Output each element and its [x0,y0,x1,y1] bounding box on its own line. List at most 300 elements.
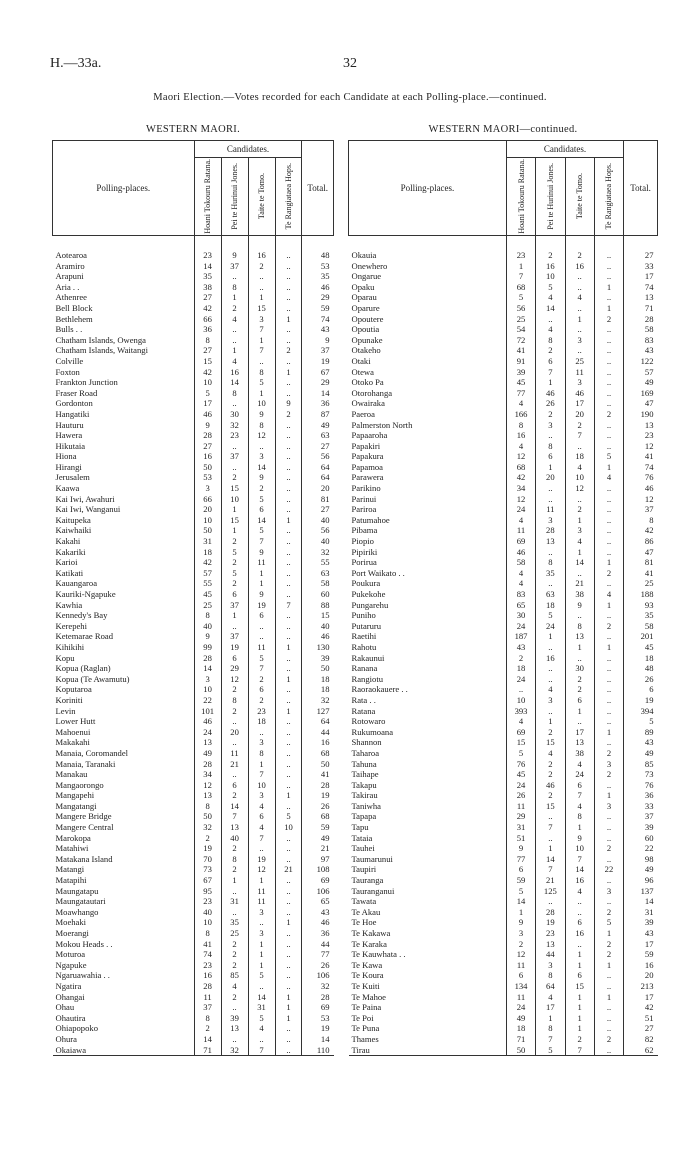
votes-total: 16 [302,737,334,748]
polling-place-name: Kakariki [55,546,86,557]
votes-candidate-2: 15 [221,515,248,526]
votes-total: 58 [624,324,658,335]
votes-candidate-1: 7 [506,271,535,282]
votes-total: 98 [624,854,658,865]
table-row [53,992,334,1003]
table-row [349,748,658,759]
votes-candidate-3: .. [565,716,594,727]
votes-candidate-2: 19 [221,642,248,653]
votes-candidate-2: .. [221,462,248,473]
votes-total: 106 [302,970,334,981]
votes-total: 33 [624,261,658,272]
votes-candidate-1: 4 [506,578,535,589]
votes-candidate-3: 15 [565,981,594,992]
polling-place-name: Kennedy's Bay [55,610,108,621]
polling-place-name: Kaawa [55,483,80,494]
polling-place-name: Parawera [351,472,384,483]
votes-candidate-4: .. [594,706,623,717]
table-row [349,483,658,494]
votes-candidate-1: 31 [194,536,221,547]
votes-candidate-1: 49 [194,748,221,759]
votes-candidate-3: 16 [248,250,275,261]
votes-candidate-3: 5 [248,970,275,981]
votes-candidate-1: 45 [506,377,535,388]
votes-total: 44 [302,727,334,738]
votes-candidate-2: 2 [221,864,248,875]
votes-total: 6 [624,684,658,695]
votes-candidate-2: 15 [221,483,248,494]
votes-candidate-2: .. [536,674,565,685]
votes-candidate-4: 1 [594,642,623,653]
votes-candidate-2: 1 [221,345,248,356]
votes-total: 81 [624,557,658,568]
votes-candidate-4: 2 [594,769,623,780]
polling-place-name: Parinui [351,493,377,504]
votes-total: 9 [302,335,334,346]
votes-candidate-4: .. [275,557,302,568]
votes-candidate-4: .. [594,610,623,621]
table-row [349,377,658,388]
votes-candidate-1: 46 [194,409,221,420]
table-row [53,1002,334,1013]
votes-candidate-1: 8 [194,1013,221,1024]
polling-place-name: Mangaorongo [55,779,104,790]
polling-place-name: Hirangi [55,461,82,472]
polling-place-name: Kerepehi [55,620,87,631]
votes-candidate-3: 11 [565,367,594,378]
votes-candidate-1: 25 [506,314,535,325]
votes-total: 17 [624,992,658,1003]
votes-candidate-4: 21 [275,864,302,875]
votes-total: 16 [624,960,658,971]
votes-candidate-4: .. [275,483,302,494]
votes-candidate-4: .. [275,727,302,738]
votes-total: 26 [302,960,334,971]
polling-place-name: Tataia [351,832,373,843]
votes-candidate-2: 8 [536,1023,565,1034]
votes-total: 43 [624,928,658,939]
votes-candidate-1: 28 [194,981,221,992]
polling-place-name: Rakaunui [351,652,385,663]
polling-place-name: Pibama [351,525,378,536]
votes-candidate-2: 3 [536,695,565,706]
votes-candidate-2: 21 [221,759,248,770]
votes-candidate-2: 35 [536,568,565,579]
table-row [349,462,658,473]
votes-candidate-4: .. [594,653,623,664]
votes-candidate-1: 30 [506,610,535,621]
polling-place-name: Tahuna [351,758,377,769]
votes-candidate-1: 73 [194,864,221,875]
votes-candidate-3: 17 [565,727,594,738]
votes-candidate-1: 8 [506,420,535,431]
votes-candidate-2: 2 [221,790,248,801]
polling-place-name: Opoutia [351,324,380,335]
table-row [349,642,658,653]
votes-total: 122 [624,356,658,367]
votes-candidate-4: 1 [594,992,623,1003]
polling-place-name: Ketemarae Road [55,631,114,642]
table-row [53,600,334,611]
votes-candidate-2: 1 [221,525,248,536]
polling-place-name: Port Waikato . . [351,567,405,578]
votes-candidate-2: 11 [536,504,565,515]
votes-candidate-1: 26 [506,790,535,801]
votes-candidate-2: 23 [536,928,565,939]
votes-total: 86 [624,536,658,547]
votes-candidate-1: 3 [194,483,221,494]
votes-candidate-1: 10 [194,515,221,526]
votes-candidate-1: 65 [506,600,535,611]
votes-total: 46 [624,483,658,494]
votes-candidate-2: 1 [536,1013,565,1024]
table-row [53,610,334,621]
votes-candidate-1: 12 [506,451,535,462]
polling-place-name: Te Akau [351,906,381,917]
votes-candidate-2: 10 [536,271,565,282]
votes-candidate-4: 4 [594,472,623,483]
table-row [53,631,334,642]
votes-candidate-1: 5 [506,292,535,303]
table-row [53,536,334,547]
votes-total: 32 [302,547,334,558]
polling-place-name: Foxton [55,366,80,377]
votes-candidate-3: 7 [248,345,275,356]
votes-candidate-2: 4 [536,324,565,335]
votes-candidate-4: .. [594,356,623,367]
votes-candidate-1: 25 [194,600,221,611]
table-row [349,737,658,748]
votes-candidate-2: 13 [221,1023,248,1034]
votes-candidate-4: 1 [275,367,302,378]
votes-candidate-2: 13 [536,939,565,950]
polling-place-name: Putaruru [351,620,382,631]
votes-candidate-4: .. [594,854,623,865]
votes-candidate-2: 1 [221,292,248,303]
polling-place-name: Taumarunui [351,853,393,864]
table-row [349,1045,658,1056]
votes-candidate-3: 4 [248,822,275,833]
votes-total: 59 [302,303,334,314]
votes-candidate-2: 4 [536,684,565,695]
votes-candidate-2: 1 [221,610,248,621]
table-row [53,769,334,780]
polling-place-name: Pukekohe [351,589,386,599]
votes-candidate-3: .. [565,896,594,907]
votes-total: 14 [302,1034,334,1045]
votes-total: 63 [302,568,334,579]
votes-candidate-1: 9 [506,843,535,854]
votes-candidate-3: 16 [565,875,594,886]
votes-candidate-3: 8 [248,420,275,431]
votes-total: 201 [624,631,658,642]
polling-place-name: Manakau [55,769,88,780]
votes-total: 20 [624,970,658,981]
polling-place-name: Matahiwi [55,843,89,854]
votes-total: 43 [624,345,658,356]
table-row [349,367,658,378]
votes-candidate-1: 14 [194,261,221,272]
votes-total: 32 [302,695,334,706]
votes-candidate-1: 187 [506,631,535,642]
votes-candidate-1: 20 [194,504,221,515]
votes-candidate-3: 4 [565,759,594,770]
polling-place-name: Patumahoe [351,514,390,525]
polling-place-name: Taupiri [351,864,377,875]
votes-candidate-2: .. [536,642,565,653]
votes-candidate-3: 2 [248,261,275,272]
votes-candidate-2: 12 [221,674,248,685]
votes-total: 27 [624,1023,658,1034]
votes-candidate-3: 1 [565,515,594,526]
table-row [53,271,334,282]
votes-candidate-1: 54 [506,324,535,335]
votes-candidate-2: 2 [221,684,248,695]
polling-place-name: Parikino [351,483,381,494]
votes-total: 27 [302,441,334,452]
votes-candidate-1: 12 [194,780,221,791]
votes-candidate-1: 4 [506,515,535,526]
votes-candidate-3: 13 [565,737,594,748]
votes-candidate-3: 3 [248,928,275,939]
votes-total: 62 [624,1045,658,1056]
votes-total: 15 [302,610,334,621]
votes-candidate-2: 5 [536,1045,565,1056]
votes-candidate-3: 2 [565,1034,594,1045]
votes-candidate-4: .. [275,261,302,272]
votes-candidate-2: 2 [221,992,248,1003]
votes-candidate-1: 36 [194,324,221,335]
votes-candidate-2: .. [536,663,565,674]
votes-total: 74 [624,282,658,293]
votes-candidate-1: 59 [506,875,535,886]
polling-place-name: Mokou Heads . . [55,938,113,949]
polling-place-name: Mangere Bridge [55,811,112,822]
votes-candidate-4: .. [594,377,623,388]
votes-candidate-2: 2 [536,769,565,780]
polling-place-name: Moerangi [55,928,89,938]
polling-place-name: Owairaka [351,398,385,409]
votes-candidate-1: 16 [506,430,535,441]
votes-candidate-2: 18 [536,600,565,611]
col-polling-places: Polling-places. [349,141,507,236]
table-row [53,917,334,928]
votes-candidate-2: 2 [221,706,248,717]
votes-candidate-3: 1 [248,292,275,303]
votes-candidate-3: 16 [565,261,594,272]
votes-candidate-3: .. [248,271,275,282]
polling-place-name: Otorohanga [351,387,393,398]
polling-place-name: Raetihi [351,631,377,642]
votes-candidate-2: 3 [536,960,565,971]
votes-candidate-2: 37 [221,631,248,642]
votes-candidate-4: .. [594,388,623,399]
table-row [53,621,334,632]
votes-candidate-1: 50 [506,1045,535,1056]
votes-candidate-2: 28 [536,525,565,536]
votes-candidate-2: 11 [221,748,248,759]
votes-candidate-2: .. [536,896,565,907]
polling-place-name: Pipiriki [351,546,378,557]
table-row [53,462,334,473]
votes-candidate-4: 2 [275,345,302,356]
table-row [349,896,658,907]
votes-candidate-4: .. [594,716,623,727]
votes-candidate-1: 28 [194,653,221,664]
votes-total: 49 [624,377,658,388]
votes-candidate-4: .. [275,886,302,897]
polling-place-name: Athenree [55,292,87,303]
polling-place-name: Bulls . . [55,324,83,335]
table-row [349,801,658,812]
table-row [53,367,334,378]
votes-candidate-4: 3 [594,759,623,770]
votes-total: 68 [302,748,334,759]
votes-candidate-2: .. [536,547,565,558]
votes-candidate-2: .. [221,1002,248,1013]
table-row [53,292,334,303]
votes-candidate-3: 6 [565,970,594,981]
votes-candidate-2: 8 [221,854,248,865]
polling-place-name: Kai Iwi, Wanganui [55,504,121,515]
votes-candidate-3: 7 [565,854,594,865]
table-row [349,822,658,833]
votes-candidate-3: 1 [248,875,275,886]
votes-total: 64 [302,716,334,727]
votes-candidate-2: 6 [221,589,248,600]
votes-candidate-3: 12 [565,483,594,494]
votes-candidate-4: .. [275,621,302,632]
votes-candidate-3: 12 [248,864,275,875]
votes-total: 29 [302,377,334,388]
votes-total: 49 [624,748,658,759]
votes-candidate-3: .. [248,727,275,738]
votes-candidate-1: 46 [194,716,221,727]
votes-total: 29 [302,292,334,303]
votes-candidate-1: 12 [506,494,535,505]
votes-candidate-1: 2 [194,833,221,844]
table-row [53,886,334,897]
votes-candidate-3: 4 [565,536,594,547]
table-row [349,282,658,293]
votes-candidate-2: 8 [221,388,248,399]
votes-candidate-4: .. [275,377,302,388]
votes-candidate-2: 46 [536,388,565,399]
polling-place-name: Arapuni [55,271,84,282]
table-row [349,504,658,515]
table-row [349,536,658,547]
votes-candidate-2: 4 [221,356,248,367]
polling-place-name: Poukura [351,578,381,589]
votes-candidate-4: 1 [594,303,623,314]
votes-total: 28 [302,992,334,1003]
col-total: Total. [624,141,658,236]
votes-total: 40 [302,621,334,632]
votes-candidate-4: .. [275,568,302,579]
polling-place-name: Takirau [351,790,378,801]
table-row [349,970,658,981]
votes-candidate-3: .. [565,568,594,579]
votes-candidate-2: 32 [221,420,248,431]
votes-candidate-1: 38 [194,282,221,293]
table-row [53,578,334,589]
votes-candidate-2: .. [221,621,248,632]
votes-candidate-4: 1 [275,790,302,801]
polling-place-name: Kaiwhaiki [55,525,92,536]
votes-candidate-4: .. [594,367,623,378]
table-row [349,949,658,960]
table-row [349,292,658,303]
votes-candidate-1: 55 [194,578,221,589]
table-row [53,674,334,685]
votes-candidate-4: .. [594,271,623,282]
polling-place-name: Papaaroha [351,430,388,441]
votes-candidate-1: 74 [194,949,221,960]
votes-candidate-1: 11 [506,960,535,971]
votes-candidate-1: 8 [194,335,221,346]
votes-candidate-4: .. [594,1023,623,1034]
votes-candidate-1: 40 [194,621,221,632]
page-number: 32 [343,56,357,71]
votes-candidate-2: 2 [221,949,248,960]
table-row [349,250,658,261]
votes-total: 37 [624,504,658,515]
votes-total: 36 [624,790,658,801]
votes-candidate-2: 2 [221,536,248,547]
votes-candidate-1: 66 [194,314,221,325]
polling-place-name: Opoutere [351,313,384,324]
table-row [349,525,658,536]
polling-place-name: Chatham Islands, Waitangi [55,345,148,356]
polling-place-name: Puniho [351,610,376,621]
votes-candidate-1: 34 [506,483,535,494]
votes-candidate-1: 37 [194,1002,221,1013]
votes-candidate-1: 27 [194,345,221,356]
votes-candidate-3: 1 [565,949,594,960]
votes-candidate-2: 7 [536,822,565,833]
polling-place-name: Jerusalem [55,472,90,483]
table-row [349,578,658,589]
votes-candidate-3: 21 [565,578,594,589]
votes-candidate-3: 4 [565,801,594,812]
votes-candidate-2: 2 [536,250,565,261]
votes-candidate-3: .. [565,907,594,918]
table-row [53,441,334,452]
votes-candidate-2: .. [536,811,565,822]
votes-candidate-2: 39 [221,1013,248,1024]
votes-candidate-4: .. [275,737,302,748]
votes-candidate-1: 101 [194,706,221,717]
votes-total: 21 [302,843,334,854]
votes-candidate-3: 11 [248,886,275,897]
table-row [349,907,658,918]
votes-candidate-1: 1 [506,907,535,918]
votes-total: 59 [624,949,658,960]
votes-total: 43 [302,907,334,918]
votes-total: 27 [624,250,658,261]
votes-candidate-3: 10 [248,780,275,791]
votes-candidate-3: 3 [248,451,275,462]
votes-candidate-1: 67 [194,875,221,886]
votes-candidate-4: .. [275,578,302,589]
votes-candidate-4: 1 [594,790,623,801]
votes-candidate-2: 6 [536,451,565,462]
votes-candidate-4: .. [594,833,623,844]
votes-candidate-4: .. [594,483,623,494]
votes-candidate-4: 2 [594,409,623,420]
votes-candidate-4: 1 [275,642,302,653]
votes-candidate-2: 2 [536,759,565,770]
